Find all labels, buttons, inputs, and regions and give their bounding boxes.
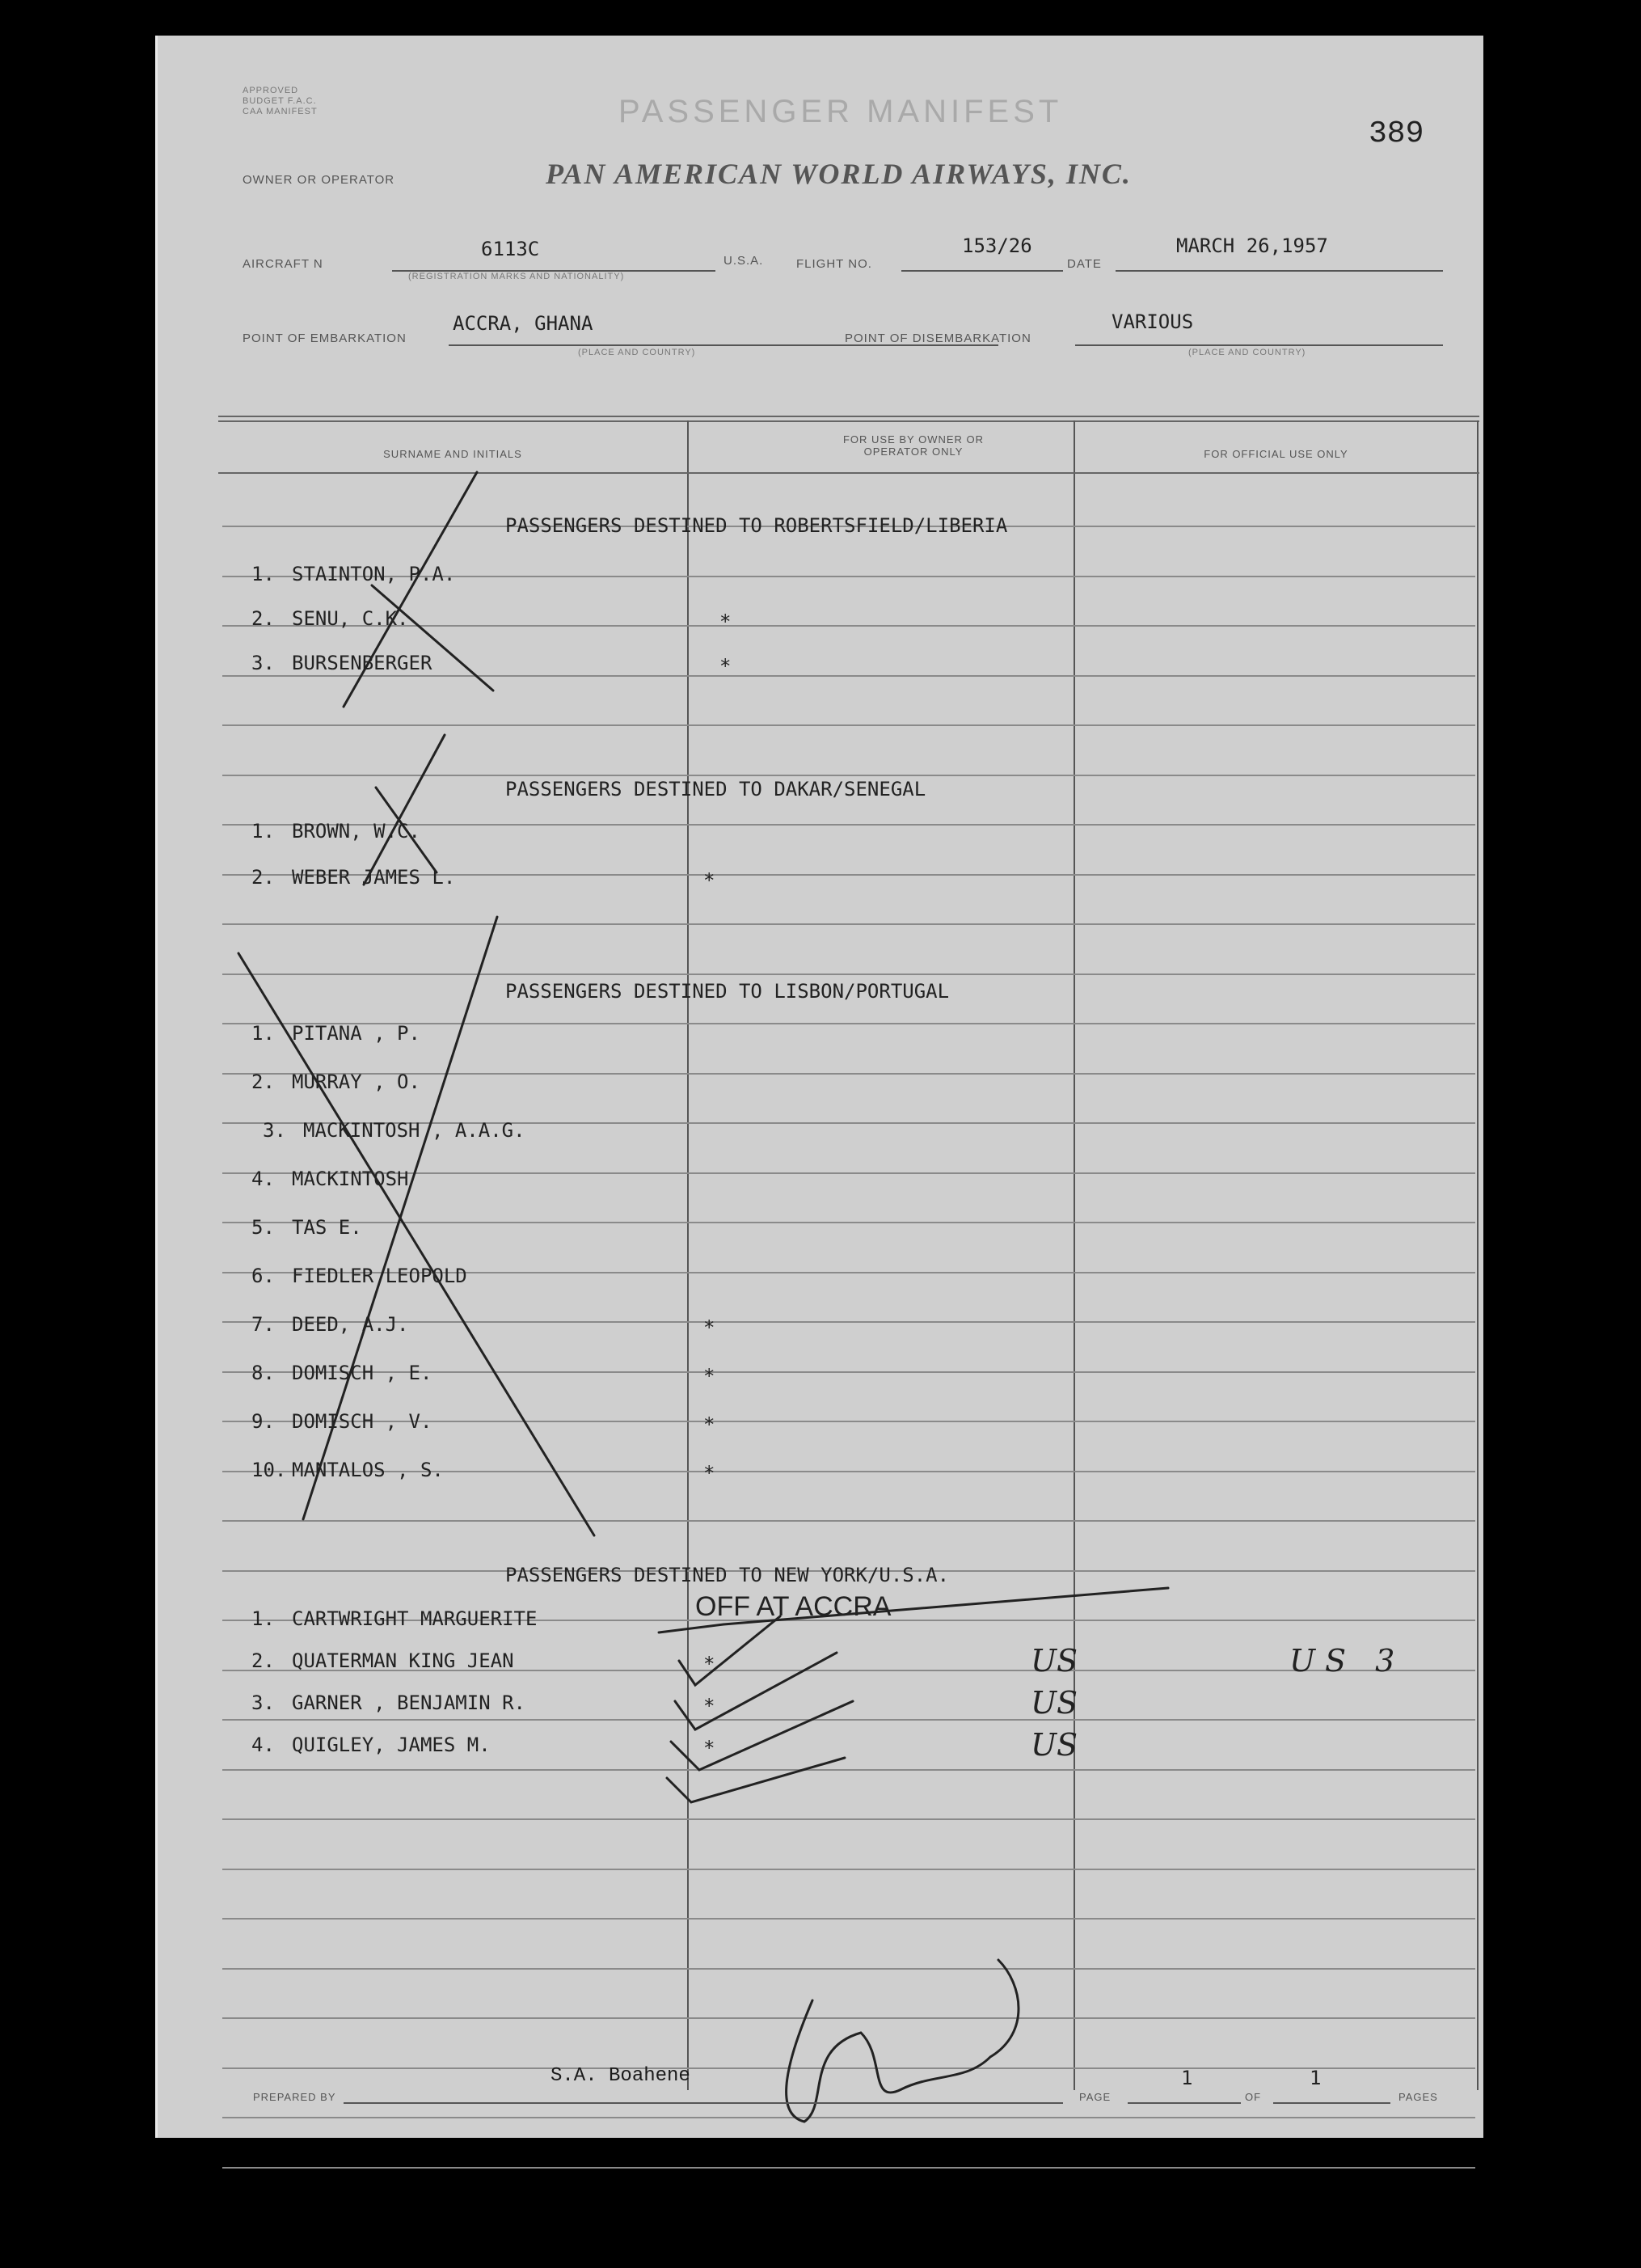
passenger-name: CARTWRIGHT MARGUERITE [292, 1607, 538, 1630]
owner-name: PAN AMERICAN WORLD AIRWAYS, INC. [546, 158, 1132, 190]
owner-mark: * [703, 1413, 715, 1436]
form-title: PASSENGER MANIFEST [618, 94, 1063, 129]
aircraft-sublabel: (REGISTRATION MARKS AND NATIONALITY) [408, 272, 625, 281]
strike-dakar-a [364, 735, 445, 885]
row-number: 7. [251, 1313, 275, 1336]
strike-lisbon-b [238, 953, 594, 1535]
aircraft-label: AIRCRAFT N [243, 257, 323, 271]
disembark-label: POINT OF DISEMBARKATION [845, 332, 1031, 345]
check-mark [659, 1588, 1168, 1632]
passenger-name: BROWN, W.C. [292, 820, 420, 843]
embark-label: POINT OF EMBARKATION [243, 332, 407, 345]
row-number: 1. [251, 1607, 275, 1630]
group-heading: PASSENGERS DESTINED TO NEW YORK/U.S.A. [505, 1564, 950, 1586]
check-mark [679, 1616, 780, 1685]
pages-label: PAGES [1398, 2091, 1438, 2103]
owner-label: OWNER OR OPERATOR [243, 173, 395, 187]
passenger-name: TAS E. [292, 1216, 362, 1239]
passenger-name: MACKINTOSH , A.A.G. [303, 1119, 525, 1142]
owner-handwritten-value: US [1031, 1643, 1078, 1679]
passenger-name: FIEDLER LEOPOLD [292, 1265, 467, 1287]
owner-handwritten-value: US [1031, 1685, 1078, 1721]
manifest-sheet [155, 36, 1483, 2138]
embark-place-sublabel: (PLACE AND COUNTRY) [578, 348, 696, 357]
passenger-name: MURRAY , O. [292, 1071, 420, 1093]
of-value: 1 [1310, 2067, 1322, 2089]
passenger-name: STAINTON, P.A. [292, 563, 456, 585]
owner-mark: * [703, 1737, 715, 1759]
row-number: 3. [263, 1119, 286, 1142]
row-number: 2. [251, 1071, 275, 1093]
usa-label: U.S.A. [723, 254, 764, 268]
row-number: 1. [251, 820, 275, 843]
owner-mark: * [703, 1653, 715, 1675]
strike-marks [158, 36, 1483, 2138]
passenger-name: QUATERMAN KING JEAN [292, 1649, 514, 1672]
row-rule [222, 2167, 1475, 2169]
prepared-label: PREPARED BY [253, 2091, 336, 2103]
row-number: 5. [251, 1216, 275, 1239]
passenger-name: BURSENBERGER [292, 652, 432, 674]
group-heading: PASSENGERS DESTINED TO DAKAR/SENEGAL [505, 778, 926, 800]
disembark-value: VARIOUS [1112, 310, 1194, 333]
group-heading: PASSENGERS DESTINED TO ROBERTSFIELD/LIBERIA [505, 514, 1008, 537]
row-number: 3. [251, 1691, 275, 1714]
date-label: DATE [1067, 257, 1102, 271]
row-number: 9. [251, 1410, 275, 1433]
owner-mark: * [703, 1316, 715, 1339]
owner-mark: * [703, 1462, 715, 1485]
group-heading: PASSENGERS DESTINED TO LISBON/PORTUGAL [505, 980, 950, 1003]
prepared-underline [344, 2102, 1063, 2104]
row-number: 3. [251, 652, 275, 674]
passenger-name: DOMISCH , V. [292, 1410, 432, 1433]
flight-value: 153/26 [962, 234, 1032, 257]
passenger-name: PITANA , P. [292, 1022, 420, 1045]
strike-liberia-b [372, 585, 493, 691]
col-header-official: FOR OFFICIAL USE ONLY [1204, 448, 1348, 460]
row-number: 8. [251, 1362, 275, 1384]
passenger-name: MACKINTOSH [292, 1168, 409, 1190]
row-number: 2. [251, 607, 275, 630]
passenger-name: WEBER JAMES L. [292, 866, 456, 889]
page-number-stamp: 389 [1369, 116, 1424, 151]
row-number: 4. [251, 1168, 275, 1190]
passenger-name: MANTALOS , S. [292, 1459, 444, 1481]
strike-liberia-a [344, 472, 477, 707]
strike-dakar-b [376, 788, 437, 872]
approval-line: CAA MANIFEST [243, 107, 318, 116]
row-number: 2. [251, 1649, 275, 1672]
owner-mark: * [703, 1365, 715, 1387]
row-number: 1. [251, 1022, 275, 1045]
passenger-name: QUIGLEY, JAMES M. [292, 1734, 491, 1756]
embark-value: ACCRA, GHANA [453, 312, 593, 335]
check-mark [671, 1701, 853, 1770]
of-underline [1273, 2102, 1390, 2104]
aircraft-value: 6113C [481, 238, 540, 260]
prepared-by: S.A. Boahene [551, 2065, 690, 2087]
owner-mark: * [703, 1695, 715, 1717]
flight-label: FLIGHT NO. [796, 257, 872, 271]
row-number: 4. [251, 1734, 275, 1756]
owner-mark: * [703, 869, 715, 892]
page-value: 1 [1181, 2067, 1193, 2089]
owner-handwritten-value: US [1031, 1727, 1078, 1763]
row-number: 10. [251, 1459, 287, 1481]
of-label: OF [1245, 2091, 1262, 2103]
signature-scribble [787, 1960, 1019, 2122]
official-handwritten-value: US 3 [1289, 1643, 1405, 1679]
approval-line: BUDGET F.A.C. [243, 96, 317, 106]
passenger-name: SENU, C.K. [292, 607, 409, 630]
owner-mark: * [719, 610, 732, 633]
row-number: 6. [251, 1265, 275, 1287]
passenger-name: GARNER , BENJAMIN R. [292, 1691, 525, 1714]
passenger-name: DEED, A.J. [292, 1313, 409, 1336]
row-number: 2. [251, 866, 275, 889]
date-value: MARCH 26,1957 [1176, 234, 1328, 257]
page-label: PAGE [1079, 2091, 1112, 2103]
approval-line: APPROVED [243, 86, 299, 95]
disembark-place-sublabel: (PLACE AND COUNTRY) [1188, 348, 1306, 357]
col-header-name: SURNAME AND INITIALS [383, 448, 522, 460]
owner-mark: * [719, 655, 732, 678]
col-header-owner: FOR USE BY OWNER OR OPERATOR ONLY [842, 433, 985, 458]
row-number: 1. [251, 563, 275, 585]
handwritten-note: OFF AT ACCRA [695, 1591, 892, 1622]
passenger-name: DOMISCH , E. [292, 1362, 432, 1384]
page-underline [1128, 2102, 1241, 2104]
